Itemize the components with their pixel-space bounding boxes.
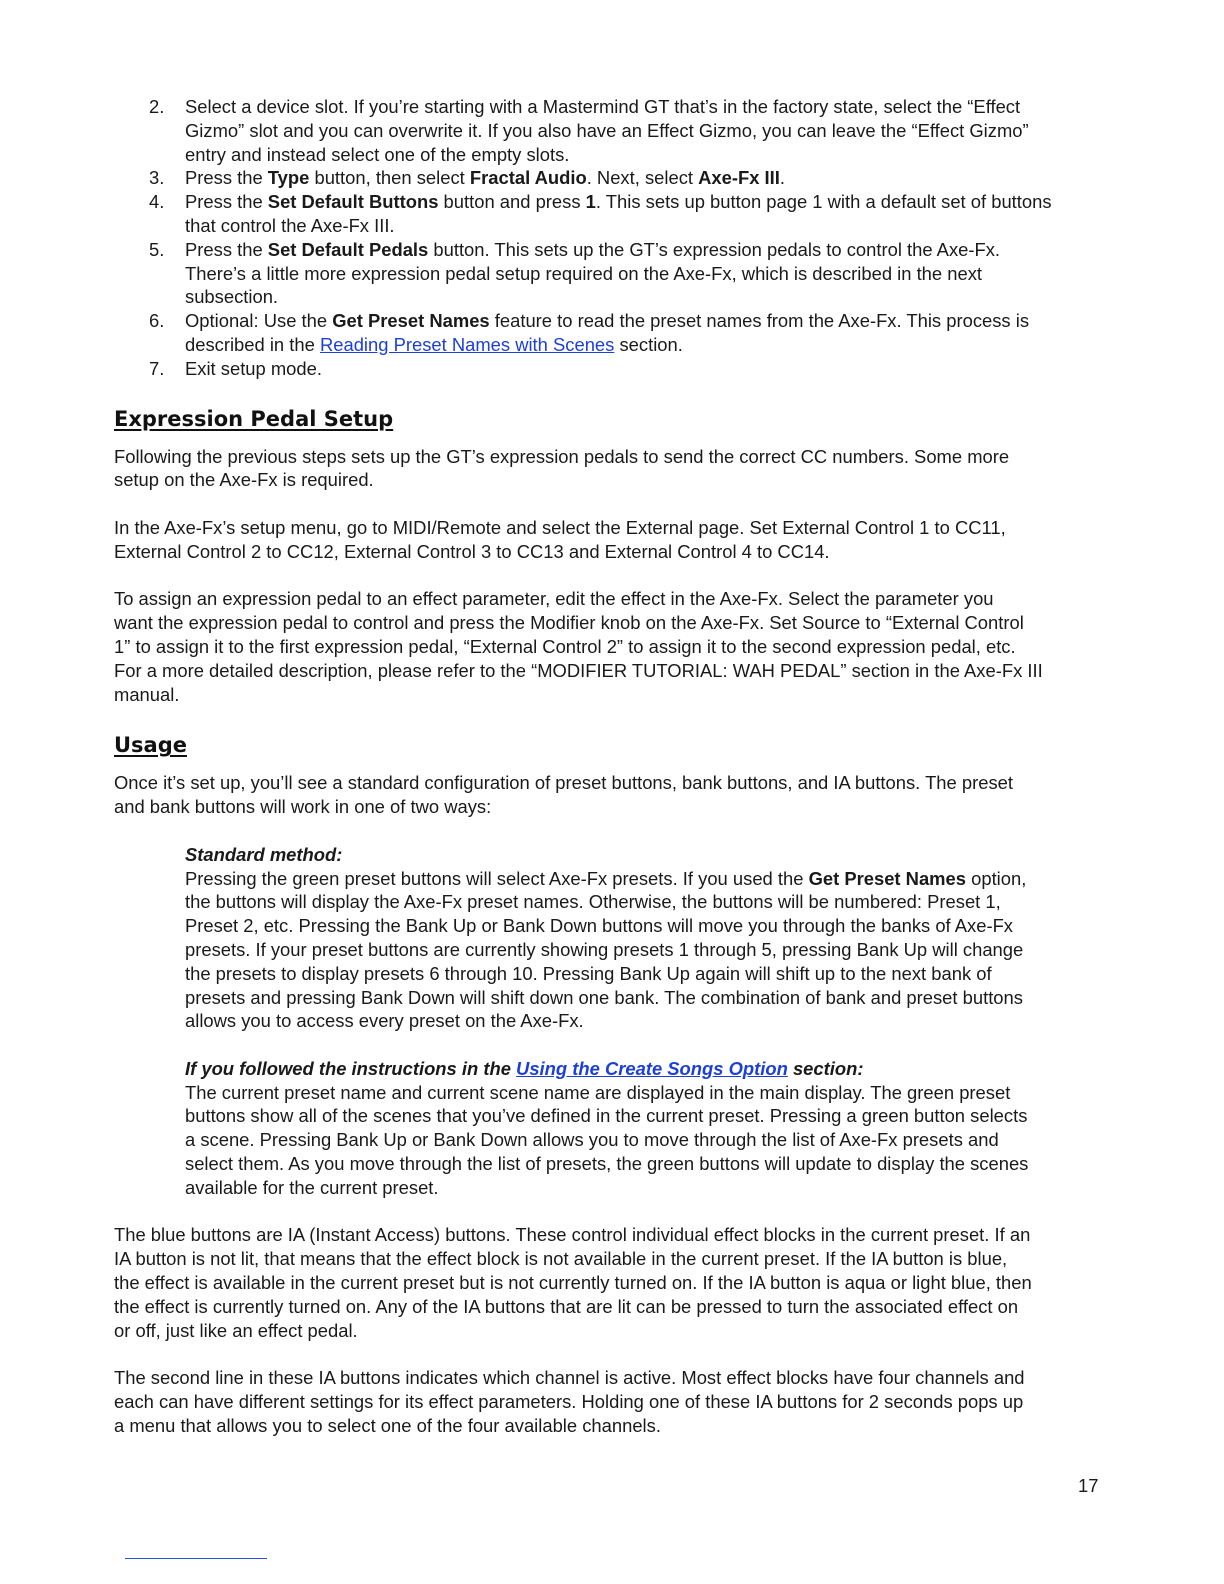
using-create-songs-option-link[interactable]: Using the Create Songs Option	[516, 1057, 788, 1079]
footnote-divider	[125, 1558, 267, 1559]
step-text: Optional: Use the	[185, 310, 333, 332]
expression-pedal-setup-heading: Expression Pedal Setup	[114, 406, 394, 431]
step-text: described in the	[185, 333, 320, 355]
step-text: There’s a little more expression pedal setup required on the Axe-Fx, which is described in the next	[185, 262, 983, 284]
create-songs-heading: If you followed the instructions in the Using the Create Songs Option section:	[185, 1057, 864, 1079]
paragraph: To assign an expression pedal to an effect parameter, edit the effect in the Axe-Fx. Select the parameter you want the expression pedal to control and press the Modifier knob on the Axe-Fx. Set Source to “External Control 1” to assign it to the first expression pedal, “External Control 2” to assign it to the second expression pedal, etc. For a more detailed description, please refer to the “MODIFIER TUTORIAL: WAH PEDAL” section in the Axe-Fx III manual.	[114, 588, 1043, 705]
list-item	[114, 309, 1099, 357]
step-text: Select a device slot. If you’re starting with a Mastermind GT that’s in the factory state, select the “Effect	[185, 96, 1021, 117]
list-item	[114, 166, 1099, 190]
step-text: Exit setup mode.	[185, 357, 322, 379]
step-text: entry and instead select one of the empty slots.	[185, 143, 570, 165]
step-text: section.	[614, 333, 683, 355]
setup-steps-list	[114, 95, 1099, 381]
step-text: .	[779, 167, 785, 189]
list-item	[114, 190, 1099, 238]
paragraph: The second line in these IA buttons indicates which channel is active. Most effect blocks have four channels and each can have different settings for its effect parameters. Holding one of these IA buttons for 2 seconds pops up a menu that allows you to select one of the four available channels.	[114, 1367, 1025, 1436]
standard-method-block: Standard method: Pressing the green preset buttons will select Axe-Fx presets. If you used the Get Preset Names option, the buttons will display the Axe-Fx preset names. Otherwise, the buttons will be numbered: Preset 1, Preset 2, etc. Pressing the Bank Up or Bank Down buttons will move you through the banks of Axe-Fx presets. If your preset buttons are currently showing presets 1 through 5, pressing Bank Up will change the presets to display presets 6 through 10. Pressing Bank Up again will shift up to the next bank of presets and pressing Bank Down will shift down one bank. The combination of bank and preset buttons allows you to access every preset on the Axe-Fx.	[185, 843, 1099, 1033]
paragraph: In the Axe-Fx’s setup menu, go to MIDI/Remote and select the External page. Set External Control 1 to CC11, External Control 2 to CC12, External Control 3 to CC13 and External Control 4 to CC14.	[114, 516, 1006, 562]
step-text: button, then select	[309, 167, 470, 189]
step-number: 6.	[149, 310, 165, 332]
create-songs-block: If you followed the instructions in the Using the Create Songs Option section: The current preset name and current scene name are displayed in the main display. The green preset buttons show all of the scenes that you’ve defined in the current preset. Pressing a green button selects a scene. Pressing Bank Up or Bank Down allows you to move through the list of Axe-Fx presets and select them. As you move through the list of presets, the green buttons will update to display the scenes available for the current preset.	[185, 1057, 1099, 1200]
step-text: button and press	[438, 191, 586, 213]
bold-term: Set Default Buttons	[267, 191, 439, 213]
step-text: feature to read the preset names from the Axe-Fx. This process is	[489, 310, 1030, 332]
step-text: Gizmo” slot and you can overwrite it. If you also have an Effect Gizmo, you can leave the “Effect Gizmo”	[185, 119, 1029, 141]
bold-term: 1	[585, 191, 596, 213]
bold-term: Axe-Fx III	[698, 167, 780, 189]
step-text: subsection.	[185, 286, 279, 308]
step-text: . Next, select	[586, 167, 699, 189]
bold-term: Type	[267, 167, 310, 189]
step-number: 4.	[149, 191, 165, 213]
list-item	[114, 238, 1099, 309]
step-number: 2.	[149, 96, 165, 117]
page-number: 17	[1078, 1475, 1099, 1496]
step-text: Press the	[185, 167, 268, 189]
list-item	[114, 357, 1099, 381]
step-text: . This sets up button page 1 with a default set of buttons	[595, 191, 1052, 213]
step-number: 5.	[149, 238, 165, 260]
step-text: Press the	[185, 191, 268, 213]
bold-term: Fractal Audio	[469, 167, 587, 189]
bold-term: Set Default Pedals	[267, 238, 429, 260]
paragraph: Following the previous steps sets up the GT’s expression pedals to send the correct CC numbers. Some more setup on the Axe-Fx is required.	[114, 445, 1010, 491]
step-number: 3.	[149, 167, 165, 189]
standard-method-heading: Standard method:	[185, 843, 343, 865]
step-text: that control the Axe-Fx III.	[185, 214, 395, 236]
bold-term: Get Preset Names	[808, 867, 966, 889]
reading-preset-names-link[interactable]: Reading Preset Names with Scenes	[319, 333, 615, 355]
bold-term: Get Preset Names	[332, 310, 490, 332]
step-text: button. This sets up the GT’s expression pedals to control the Axe-Fx.	[428, 238, 1001, 260]
document-page	[114, 95, 1099, 1438]
paragraph: The blue buttons are IA (Instant Access) buttons. These control individual effect blocks in the current preset. If an IA button is not lit, that means that the effect block is not available in the current preset. If the IA button is blue, the effect is available in the current preset but is not currently turned on. If the IA button is aqua or light blue, then the effect is currently turned on. Any of the IA buttons that are lit can be pressed to turn the associated effect on or off, just like an effect pedal.	[114, 1224, 1032, 1341]
step-text: Press the	[185, 238, 268, 260]
paragraph: Once it’s set up, you’ll see a standard configuration of preset buttons, bank buttons, and IA buttons. The preset and bank buttons will work in one of two ways:	[114, 772, 1013, 818]
step-number: 7.	[149, 357, 165, 379]
list-item	[114, 95, 1099, 166]
usage-heading: Usage	[114, 733, 187, 758]
